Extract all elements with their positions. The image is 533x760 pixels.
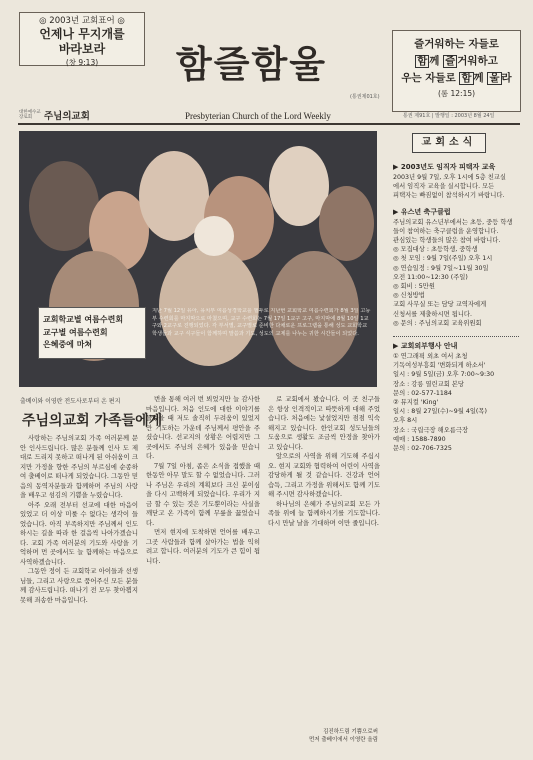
photo-caption-box <box>38 307 146 359</box>
bullet-icon: ▶ <box>393 163 401 171</box>
article-column-1 <box>20 434 138 752</box>
news-title-text: 2003년도 임직자 피택자 교육 <box>400 163 496 171</box>
paragraph: 먼저 현지에 도착하면 언어를 배우고 그곳 사람들과 함께 살아가는 법을 익히려고 합니다. 여러분의 기도가 큰 힘이 됩니다. <box>146 528 260 565</box>
news-line: 문의 : 02-577-1184 <box>393 389 452 397</box>
boxed-char: 함 <box>461 72 472 84</box>
news-heading-text: 교회소식 <box>421 137 477 148</box>
news-line: 예매 : 1588-7890 <box>393 435 446 443</box>
news-title-text: 유스년 축구클럽 <box>400 207 451 216</box>
news-item-external-events <box>393 341 519 453</box>
news-line: 일시 : 8월 27일(수)~9월 4일(목) <box>393 408 487 416</box>
news-title-text: 교회외부행사 안내 <box>400 342 458 351</box>
paragraph: 사랑하는 주님의교회 가족 여러분께 문안 인사드립니다. 많은 분들께 인사 도 제대로 드리지 못하고 떠나게 된 아쉬움이 크지만 가정을 향한 주님의 부르심에 순종하여 출베이로 떠나게 되었습니다. 그동안 믿음의 동역자분들과 함께하며 주님의 사랑을 배우고 섬김의 기쁨을 누렸습니다. <box>20 434 138 499</box>
signature-line-2: 먼저 출베이에서 이영란 올림 <box>308 737 378 743</box>
caption-line-3: 은혜중에 마쳐 <box>43 340 93 349</box>
article-title: 주님의교회 가족들에게 <box>22 413 163 429</box>
motto-text: 께 <box>429 55 444 67</box>
signature-line-1: 김진하드림 기쁨으로써 <box>323 729 378 735</box>
church-denomination: 대한예수교 장로회 <box>19 110 41 120</box>
news-line: 교회 사무실 또는 담당 교역자에게 <box>393 301 487 309</box>
news-item-title <box>393 162 519 173</box>
news-line: ◎ 회비 : 5만원 <box>393 283 435 291</box>
paragraph: 하나님의 은혜가 주님의교회 모든 가족들 위에 늘 함께하시기를 기도합니다. 다시 만날 날을 기대하며 이만 줄입니다. <box>268 499 380 527</box>
article-signature <box>278 728 378 744</box>
boxed-char: 함 <box>417 55 428 67</box>
news-line: 장소 : 국립극장 해오름극장 <box>393 426 469 434</box>
right-motto-box <box>392 30 521 112</box>
motto-line-2: 바라보라 <box>58 42 106 56</box>
news-line: 2003년 9월 7일, 오후 1시에 5층 친교실 <box>393 174 506 181</box>
news-list <box>393 160 519 754</box>
boxed-char: 울 <box>489 72 500 84</box>
motto-line-1: 언제나 무지개를 <box>39 27 125 41</box>
header-rule <box>18 123 520 125</box>
news-item-officer-training <box>393 162 519 201</box>
news-item-soccer-club <box>393 207 519 328</box>
news-line: ◎ 연습일정 : 9월 7일~11월 30일 <box>393 264 489 272</box>
news-line: 오전 11:00~12:30 (주일) <box>393 273 468 281</box>
news-heading <box>412 133 486 153</box>
paragraph: 7월 7일 아침, 좁은 소식을 접했을 때 한동안 아무 말도 할 수 없었습니다. 그러나 주님은 우리의 계획보다 크신 분이심을 다시 고백하게 되었습니다. 우리가 지금 할 수 있는 것은 기도뿐이라는 사실을 깨닫고 온 가족이 함께 무릎을 꿇었습니다. <box>146 461 260 527</box>
news-line: 들이 참여하는 축구클럽을 운영합니다. <box>393 227 499 235</box>
news-line: 주님의교회 유스년부에서는 초등, 중등 학생 <box>393 218 513 226</box>
news-line: 관심있는 학생들의 많은 참여 바랍니다. <box>393 237 501 245</box>
news-line: 피택자는 빠짐없이 참석하시기 바랍니다. <box>393 192 505 200</box>
motto-year-label: ◎ 2003년 교회표어 ◎ <box>39 16 125 26</box>
right-motto-line-1: 즐거워하는 자들로 <box>414 38 499 50</box>
motto-text: 께 <box>473 72 488 84</box>
issue-info: 통권 제91호 | 발행일 : 2003년 8월 24일 <box>403 113 495 119</box>
news-line: 장소 : 강릉 열린교회 본당 <box>393 380 464 388</box>
caption-line-2: 교구별 여름수련회 <box>43 327 108 337</box>
masthead-title: 함즐함울 <box>176 43 327 86</box>
motto-text: 우는 자들로 <box>401 72 460 84</box>
news-line: 신청서를 제출하시면 됩니다. <box>393 310 472 318</box>
news-line: 기독여성부흥회 '변화되게 하소서' <box>393 362 486 370</box>
motto-reference: (창 9:13) <box>65 58 99 67</box>
boxed-char: 즐 <box>445 55 456 67</box>
news-line: ◎ 모집대상 : 초등학생, 중학생 <box>393 246 478 254</box>
news-line: 에서 임직자 교육을 실시합니다. 모든 <box>393 183 495 191</box>
paragraph: 로 교회에서 봤습니다. 이 곳 친구들은 항상 인격적이고 따뜻하게 대해 주었습니다. 처음에는 낯설었지만 점점 익숙해지고 있습니다. 한인교회 성도님들의 도움으로 생활도 조금씩 안정을 찾아가고 있습니다. <box>268 395 380 451</box>
motto-text: 라 <box>501 72 512 84</box>
english-title: Presbyterian Church of the Lord Weekly <box>185 111 331 121</box>
photo-description: 지난 7월 12일 유아, 유치부 여름성경학교를 필두로 지난번 교회학교 여름수련회가 8월 3일 고등부 수련회를 마지막으로 마쳤으며, 교구 수련회는 7월 17일 1교구 고구, 마지막에 8월 10일 1교구와 2교구로 진행되었다. 각 부서별, 교구별로 준비한 다채로운 프로그램을 통해 성도 교회학교 학생들과 교구 식구들이 함께하며 말씀과 기도, 성도의 교제를 나누는 귀한 시간들이 되었다. <box>152 308 371 337</box>
news-line: ◎ 첫 모임 : 9월 7일(주일) 오후 1시 <box>393 255 493 263</box>
motto-text: 거워하고 <box>457 55 498 67</box>
paragraph: 그동안 정이 든 교회학교 아이들과 선생님들, 그리고 사랑으로 품어주신 모든 분들께 감사드립니다. 떠나기 전 모두 찾아뵙지 못해 죄송한 마음입니다. <box>20 567 138 604</box>
news-divider <box>393 336 519 337</box>
left-motto-box <box>19 12 145 66</box>
news-item-title <box>393 341 519 352</box>
article-column-3 <box>268 395 380 725</box>
bullet-icon: ▶ <box>393 207 401 216</box>
news-line: 오후 8시 <box>393 417 418 425</box>
news-line: ◎ 문의 : 주님의교회 교육위원회 <box>393 319 482 327</box>
paragraph: 아주 오래 전부터 선교에 대한 마음이 있었고 더 이상 미룰 수 없다는 생각이 들었습니다. 아직 부족하지만 주님께서 인도하시는 길을 따라 한 걸음씩 나아가겠습니다. 교회 가족 여러분의 기도와 사랑을 기억하며 먼 곳에서도 늘 함께하는 마음으로 사역하겠습니다. <box>20 500 138 566</box>
right-motto-reference: (롬 12:15) <box>437 89 476 98</box>
caption-line-1: 교회학교별 여름수련회 <box>43 315 124 324</box>
article-column-2 <box>146 395 260 752</box>
right-motto-line-3 <box>393 71 520 86</box>
news-line: 문의 : 02-706-7325 <box>393 445 452 453</box>
news-line: 일시 : 9월 5일(금) 오후 7:00~9:30 <box>393 371 495 379</box>
masthead-tag: (통권제01호) <box>350 94 380 100</box>
news-line: ② 뮤지컬 'King' <box>393 399 439 407</box>
article-kicker: 출베이와 이영란 전도사로부터 온 편지 <box>20 398 121 405</box>
news-line: ◎ 신청방법 <box>393 292 425 300</box>
news-line: ① 연그래픽 외초 여서 초청 <box>393 353 468 361</box>
paragraph: 번을 통해 여러 번 뵈었지만 늘 감사한 마음입니다. 처음 인도에 대한 이야기를 들었을 때 저도 솔직히 두려움이 있었지만 기도하는 가운데 주님께서 평안을 주셨습니다. 선교지의 상황은 어렵지만 그곳에서도 주님의 은혜가 있음을 믿습니다. <box>146 395 260 460</box>
paragraph: 앞으로의 사역을 위해 기도해 주십시오. 현지 교회와 협력하여 어린이 사역을 감당하게 될 것 같습니다. 건강과 언어 습득, 그리고 가정을 위해서도 함께 기도해 주시면 감사하겠습니다. <box>268 452 380 498</box>
church-name: 주님의교회 <box>44 111 90 122</box>
news-item-title <box>393 207 519 218</box>
bullet-icon: ▶ <box>393 342 401 351</box>
right-motto-line-2 <box>393 54 520 69</box>
